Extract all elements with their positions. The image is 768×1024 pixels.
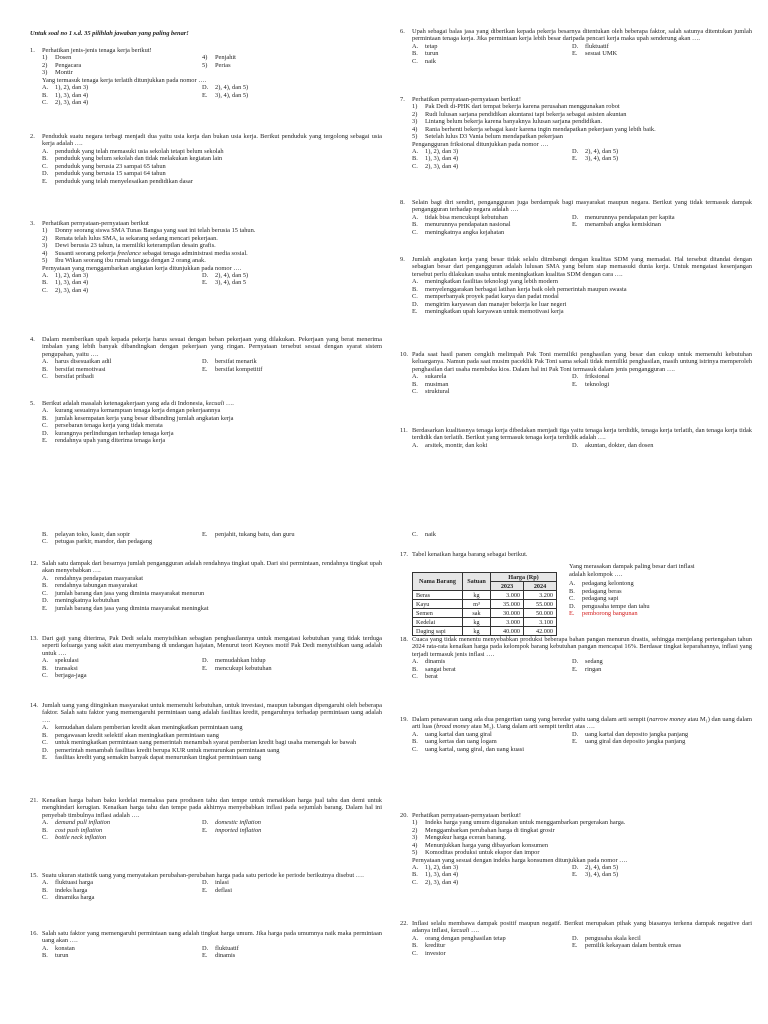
- answer-option[interactable]: D. penduduk yang berusia 15 sampai 64 tahun: [42, 170, 166, 178]
- question-stem: Tabel kenaikan harga barang sebagai berikut.: [412, 551, 528, 558]
- list-item: 2) Menggambarkan perubahan harga di tingkat grosir: [412, 826, 555, 834]
- answer-option[interactable]: B. pengawasan kredit selektif akan meningkatkan permintaan uang: [42, 731, 219, 739]
- answer-option[interactable]: E. menambah angka kemiskinan: [572, 221, 661, 229]
- answer-option[interactable]: B. 1), 3), dan 4): [412, 871, 459, 879]
- answer-option[interactable]: C. berjaga-jaga: [42, 672, 87, 680]
- question-3: [30, 220, 382, 294]
- question-8: [400, 199, 752, 236]
- table-header: Harga (Rp): [491, 573, 557, 582]
- answer-option[interactable]: E. mencukupi kebutuhan: [202, 664, 272, 672]
- answer-option[interactable]: E. uang giral dan deposito jangka panjang: [572, 738, 686, 746]
- answer-option[interactable]: B. kreditur: [412, 942, 446, 950]
- question-stem: Jumlah angkatan kerja yang besar tidak selalu diimbangi dengan kualitas SDM yang memadai. Hal tersebut ditandai dengan sebagian besar dari pengangguran adalah lulusan SMA yang belum siap memasuki dunia kerja. Untuk mengatasi kesenjangan tersebut perlu dilakukan usaha untuk meningkatkan kualitas SDM dengan cara ….: [412, 256, 752, 278]
- list-item: 4) Susanti seorang pekerja freelance sebagai tenaga administrasi media sosial.: [42, 249, 248, 257]
- answer-option[interactable]: E. rendahnya upah yang diterima tenaga kerja: [42, 437, 166, 445]
- question-stem: Berdasarkan kualitasnya tenaga kerja dibedakan menjadi tiga yaitu tenaga kerja terdidik, tenaga kerja terlatih, dan tenaga kerja tidak terdidik dan terlatih. Berikut yang termasuk tenaga kerja terdidik adalah ….: [412, 427, 752, 442]
- answer-option[interactable]: C. bersifat pribadi: [42, 373, 94, 381]
- list-item: 4) Menunjukkan harga yang dibayarkan konsumen: [412, 841, 549, 849]
- question-stem: Inflasi selalu membawa dampak positif maupun negatif. Berikut merupakan pihak yang biasanya terkena dampak negative dari adanya inflasi, kecuali ….: [412, 920, 752, 935]
- answer-option[interactable]: A. harus disesuaikan adil: [42, 358, 112, 366]
- table-header: Nama Barang: [413, 573, 463, 591]
- answer-option[interactable]: E. penjahit, tukang batu, dan guru: [202, 531, 295, 538]
- list-item: 1) Dosen: [42, 54, 72, 62]
- question-1: [30, 47, 382, 106]
- question-11: [400, 427, 752, 449]
- answer-option[interactable]: E. teknologi: [572, 380, 610, 388]
- answer-options: [412, 864, 752, 886]
- question-11-continued: [30, 531, 382, 546]
- question-4: [30, 336, 382, 381]
- question-number: 14.: [30, 702, 38, 709]
- answer-option[interactable]: C. 2), 3), dan 4): [42, 286, 89, 294]
- left-column-top: [30, 30, 382, 445]
- question-14: [30, 702, 382, 761]
- answer-option[interactable]: C. memperbanyak proyek padat karya dan padat modal: [412, 293, 559, 301]
- question-13: [30, 635, 382, 680]
- answer-options: [412, 731, 752, 753]
- answer-option[interactable]: D. pemerintah menambah fasilitas kredit berupa KUR untuk menurunkan permintaan uang: [42, 746, 280, 754]
- answer-option[interactable]: C. berat: [412, 673, 438, 681]
- answer-option[interactable]: C. naik: [412, 531, 437, 538]
- answer-option[interactable]: C. petugas parkir, mandor, dan pedagang: [42, 538, 153, 546]
- answer-option[interactable]: B. 1), 3), dan 4): [42, 279, 89, 287]
- answer-option[interactable]: B. menyelenggarakan berbagai latihan kerja baik oleh pemerintah maupun swasta: [412, 285, 627, 293]
- answer-option[interactable]: E. 3), 4), dan 5: [202, 279, 247, 287]
- answer-option[interactable]: A. 1), 2), dan 3): [42, 84, 89, 92]
- table-header: Satuan: [463, 573, 491, 591]
- answer-option[interactable]: D. friksional: [572, 373, 610, 381]
- question-16-continued: [400, 531, 752, 538]
- answer-option[interactable]: C. untuk meningkatkan permintaan uang pemerintah menambah syarat pemberian kredit bagi usaha menengah ke bawah: [42, 739, 357, 747]
- question-prompt: Yang merasakan dampak paling besar dari inflasi adalah kelompok ….: [569, 563, 695, 578]
- item-list: [42, 54, 382, 76]
- list-item: 3) Dewi berusia 23 tahun, ia memiliki keterampilan desain grafis.: [42, 242, 216, 250]
- answer-option[interactable]: C. 2), 3), dan 4): [412, 878, 459, 886]
- answer-option[interactable]: A. uang kartal dan uang giral: [412, 730, 492, 738]
- question-number: 4.: [30, 336, 35, 343]
- instruction: Untuk soal no 1 s.d. 35 pilihlah jawaban yang paling benar!: [30, 30, 189, 37]
- answer-option[interactable]: A. tetap: [412, 42, 438, 50]
- answer-option[interactable]: D. menurunnya pendapatan per kapita: [572, 213, 675, 221]
- answer-option[interactable]: A. 1), 2), dan 3): [412, 147, 459, 155]
- answer-option[interactable]: C. pedagang sapi: [569, 595, 619, 603]
- answer-option[interactable]: D. kurangnya perlindungan terhadap tenaga kerja: [42, 429, 174, 437]
- answer-options: [42, 148, 382, 185]
- answer-option[interactable]: D. sedang: [572, 658, 603, 666]
- question-22: [400, 920, 752, 957]
- answer-options: [412, 214, 752, 236]
- question-stem: Cuaca yang tidak menentu menyebabkan produksi beberapa bahan pangan menurun drastis, sehingga menjelang pertengahan tahun 2024 rata-rata kenaikan harga pada kelompok barang kebutuhan pangan mencapai 16%. Berdasar tingkat keparahannya, inflasi yang terjadi termasuk jenis inflasi ….: [412, 636, 752, 658]
- question-20: [400, 812, 752, 886]
- table-row: Beras kg 3.000 3.200: [413, 591, 557, 600]
- list-item: 5) Komoditas produksi untuk ekspor dan impor: [412, 849, 540, 857]
- question-prompt: Pengangguran friksional ditunjukkan pada nomor ….: [412, 140, 549, 148]
- answer-option-highlighted[interactable]: E. pemborong bangunan: [569, 609, 638, 617]
- question-number: 15.: [30, 872, 38, 879]
- question-7: [400, 96, 752, 170]
- question-stem: Kenaikan harga bahan baku kedelai memaksa para produsen tahu dan tempe untuk menaikkan harga jual tahu dan demi untuk menghindari kerugian. Kenaikan harga tahu dan tempe pada akhirnya menyebabkan inflasi pada sejumlah barang. Dalam hal ini penyebab timbulnya inflasi adalah ….: [42, 797, 382, 819]
- question-18: [400, 636, 752, 681]
- answer-option[interactable]: B. transaksi: [42, 664, 78, 672]
- question-prompt: Pernyataan yang menggambarkan angkatan kerja ditunjukkan pada nomor ….: [42, 264, 242, 272]
- answer-option[interactable]: B. pedagang beras: [569, 587, 622, 595]
- question-stem: Suatu ukuran statistik uang yang menyatakan perubahan-perubahan harga pada satu periode ke periode berikutnya disebut ….: [42, 872, 364, 879]
- table-row: Kayu m³ 35.000 55.000: [413, 600, 557, 609]
- table-row: Semen sak 30.000 50.000: [413, 609, 557, 618]
- question-number: 10.: [400, 351, 408, 358]
- answer-options: [569, 580, 709, 617]
- question-number: 13.: [30, 635, 38, 642]
- answer-option[interactable]: D. inlasi: [202, 879, 229, 887]
- answer-option[interactable]: B. 1), 3), dan 4): [412, 155, 459, 163]
- answer-option[interactable]: A. rendahnya pendapatan masyarakat: [42, 574, 144, 582]
- answer-option[interactable]: A. fluktuasi harga: [42, 879, 94, 887]
- question-stem: Dalam penawaran uang ada dua pengertian uang yang beredar yaitu uang dalam arti sempit (narrow money atau M₁) dan uang dalam arti luas (broad money atau M₂). Uang dalam arti sempit terdiri atas ….: [412, 716, 752, 731]
- question-stem: Dari gaji yang diterima, Pak Dedi selalu menyisihkan sebagian penghasilannya untuk mengatasi kebutuhan yang tidak terduga seperti keluarga yang sakit atau menyumbang di undangan hajatan, Menurut teori Keynes motif Pak Dedi menyisihkan uang adalah untuk ….: [42, 635, 382, 657]
- question-number: 6.: [400, 28, 405, 35]
- answer-option[interactable]: B. rendahnya tabungan masyarakat: [42, 582, 138, 590]
- answer-option[interactable]: D. bersifat menarik: [202, 358, 257, 366]
- list-item: 1) Pak Dedi di-PHK dari tempat bekerja karena perusahan menggunakan robot: [412, 103, 620, 111]
- answer-option[interactable]: D. memudahkan hidup: [202, 657, 266, 665]
- answer-option[interactable]: C. struktural: [412, 388, 450, 396]
- answer-option[interactable]: D. domestic inflation: [202, 819, 261, 827]
- answer-options: [42, 657, 382, 679]
- answer-option[interactable]: E. deflasi: [202, 886, 233, 894]
- answer-option[interactable]: A. meningkatkan fasilitas teknologi yang lebih modern: [412, 278, 558, 286]
- answer-options: [412, 442, 752, 449]
- answer-options: [42, 407, 382, 444]
- question-number: 20.: [400, 812, 408, 819]
- answer-option[interactable]: C. dinamika harga: [42, 894, 95, 902]
- answer-option[interactable]: E. sesuai UMK: [572, 50, 618, 58]
- answer-option[interactable]: A. arsitek, montir, dan koki: [412, 441, 488, 449]
- answer-option[interactable]: B. 1), 3), dan 4): [42, 91, 89, 99]
- question-17: [400, 551, 752, 636]
- item-list: [412, 103, 752, 140]
- question-number: 18.: [400, 636, 408, 643]
- list-item: 5) Perias: [202, 61, 231, 69]
- answer-option[interactable]: D. pengusaha tempe dan tahu: [569, 602, 650, 610]
- answer-option[interactable]: E. ringan: [572, 665, 602, 673]
- list-item: 2) Renata telah lulus SMA, ia sekarang sedang mencari pekerjaan.: [42, 234, 218, 242]
- list-item: 2) Rudi lulusan sarjana pendidikan akuntansi tapi bekerja sebagai asisten akuntan: [412, 110, 627, 118]
- answer-options: [42, 724, 382, 761]
- question-number: 2.: [30, 133, 35, 140]
- answer-options: [412, 278, 752, 315]
- answer-option[interactable]: E. bersifat kompetitif: [202, 365, 263, 373]
- answer-options: [42, 575, 382, 612]
- question-stem: Upah sebagai balas jasa yang diberikan kepada pekerja besarnya ditentukan oleh beberapa faktor, salah satunya ditentukan jumlah permintaan tenaga kerja. Jika permintaan kerja lebih besar daripada pencari kerja maka upah senderung akan ….: [412, 28, 752, 43]
- answer-option[interactable]: A. spekulasi: [42, 657, 79, 665]
- list-item: 1) Indeks harga yang umum digunakan untuk menggambarkan pergerakan harga.: [412, 819, 626, 827]
- answer-option[interactable]: D. meningkatnya kebutuhan: [42, 597, 120, 605]
- answer-option[interactable]: E. 3), 4), dan 5): [202, 91, 249, 99]
- answer-option[interactable]: B. indeks harga: [42, 886, 88, 894]
- table-header: 2023: [491, 582, 524, 591]
- list-item: 1) Donny seorang siswa SMA Tunas Bangsa yang saat ini telah berusia 15 tahun.: [42, 227, 256, 235]
- question-number: 19.: [400, 716, 408, 723]
- list-item: 5) Setelah lulus D3 Vania belum mendapatkan pekerjaan: [412, 133, 563, 141]
- answer-option[interactable]: B. menurunnya pendapatan nasional: [412, 221, 511, 229]
- answer-option[interactable]: D. mengirim karyawan dan manajer bekerja ke luar negeri: [412, 300, 567, 308]
- answer-options: [42, 819, 382, 841]
- question-stem: Perhatikan pernyataan-pernyataan berikut!: [412, 96, 521, 103]
- question-5: [30, 400, 382, 445]
- question-number: 12.: [30, 560, 38, 567]
- answer-option[interactable]: D. fluktuatif: [202, 944, 239, 952]
- question-stem: Dalam memberikan upah kepada pekerja harus sesuai dengan beban pekerjaan yang dilakukan. Pekerjaan yang berat menerima imbalan yang lebih banyak dibandingkan dengan pekerjaan yang ringan. Pernyataan tersebut sesuai dengan syarat sistem pengupahan, yaitu ….: [42, 336, 382, 358]
- answer-option[interactable]: C. bottle neck inflation: [42, 834, 107, 842]
- question-number: 11.: [400, 427, 408, 434]
- answer-option[interactable]: E. pemilik kekayaan dalam bentuk emas: [572, 942, 682, 950]
- answer-option[interactable]: A. sukarela: [412, 373, 447, 381]
- answer-option[interactable]: D. 2), 4), dan 5): [202, 271, 249, 279]
- answer-option[interactable]: E. penduduk yang telah menyelesaikan pendidikan dasar: [42, 177, 193, 185]
- list-item: 3) Montir: [42, 69, 73, 77]
- question-15: [30, 872, 382, 902]
- question-9: [400, 256, 752, 315]
- answer-option[interactable]: D. pengusaha skala kecil: [572, 934, 641, 942]
- question-number: 8.: [400, 199, 405, 206]
- question-stem: Salah satu faktor yang memengaruhi permintaan uang adalah tingkat harga umum. Jika harga pada umumnya naik maka permintaan uang akan ….: [42, 930, 382, 945]
- question-number: 7.: [400, 96, 405, 103]
- question-number: 3.: [30, 220, 35, 227]
- answer-options: [412, 658, 752, 680]
- answer-option[interactable]: A. pedagang kelontong: [569, 580, 634, 588]
- list-item: 3) Mengukur harga eceran barang.: [412, 834, 507, 842]
- answer-option[interactable]: E. dinamis: [202, 952, 236, 960]
- question-number: 16.: [30, 930, 38, 937]
- answer-option[interactable]: B. bersifat memotivasi: [42, 365, 106, 373]
- answer-options: [412, 373, 752, 395]
- list-item: 4) Penjahit: [202, 54, 236, 62]
- question-prompt: Yang termasuk tenaga kerja terlatih ditunjukkan pada nomor ….: [42, 76, 207, 84]
- answer-option[interactable]: B. sangat berat: [412, 665, 456, 673]
- table-row: Kedelai kg 3.000 3.100: [413, 618, 557, 627]
- answer-option[interactable]: C. 2), 3), dan 4): [42, 98, 89, 106]
- answer-option[interactable]: A. kemudahan dalam pemberian kredit akan meningkatkan permintaan uang: [42, 724, 243, 732]
- question-stem: Perhatikan pernyataan-pernyataan berikut!: [412, 812, 521, 819]
- question-stem: Selain bagi diri sendiri, pengangguran juga berdampak bagi masyarakat maupun negara. Berikut yang tidak termasuk dampak pengangguran terhadap negara adalah ….: [412, 199, 752, 214]
- answer-option[interactable]: B. penduduk yang belum sekolah dan tidak melakukan kegiatan lain: [42, 155, 223, 163]
- question-6: [400, 28, 752, 65]
- answer-option[interactable]: A. 1), 2), dan 3): [42, 271, 89, 279]
- question-16: [30, 930, 382, 960]
- list-item: 3) Lintang belum bekerja karena banyaknya lulusan sarjana pendidikan.: [412, 118, 603, 126]
- answer-option[interactable]: E. 3), 4), dan 5): [572, 871, 619, 879]
- answer-option[interactable]: D. 2), 4), dan 5): [572, 147, 619, 155]
- question-stem: Jumlah uang yang diinginkan masyarakat untuk memenuhi kebutuhan, untuk investasi, maupun tabungan dipengaruhi oleh beberapa faktor. Salah satu faktor yang memengaruhi permintaan uang adalah fasilitas kredit, pengaruhnya terhadap permintaan uang adalah ….: [42, 702, 382, 724]
- answer-option[interactable]: A. tidak bisa mencukupi kebutuhan: [412, 213, 508, 221]
- question-stem: Perhatikan pernyataan-pernyataan berikut: [42, 220, 149, 227]
- answer-option[interactable]: A. 1), 2), dan 3): [412, 863, 459, 871]
- question-number: 5.: [30, 400, 35, 407]
- question-prompt: Pernyataan yang sesuai dengan indeks harga konsumen ditunjukkan pada nomor ….: [412, 856, 628, 864]
- question-number: 22.: [400, 920, 408, 927]
- answer-options: [412, 148, 752, 170]
- answer-option[interactable]: C. meningkatnya angka kejahatan: [412, 228, 505, 236]
- question-number: 1.: [30, 47, 35, 54]
- answer-options: [42, 84, 382, 106]
- answer-option[interactable]: A. konstan: [42, 944, 75, 952]
- answer-option[interactable]: A. dinamis: [412, 658, 446, 666]
- answer-option[interactable]: A. kurang sesuainya kemampuan tenaga kerja dengan pekerjaannya: [42, 407, 221, 415]
- item-list: [42, 227, 382, 264]
- question-2: [30, 133, 382, 185]
- answer-option[interactable]: B. turun: [412, 50, 439, 58]
- answer-option[interactable]: C. 2), 3), dan 4): [412, 162, 459, 170]
- answer-option[interactable]: B. turun: [42, 952, 69, 960]
- answer-option[interactable]: C. investor: [412, 949, 446, 957]
- list-item: 5) Ibu Wikan seorang ibu rumah tangga dengan 2 orang anak.: [42, 257, 206, 265]
- question-number: 21.: [30, 797, 38, 804]
- question-number: 17.: [400, 551, 408, 558]
- list-item: 4) Rania berhenti bekerja sebagai kasir karena ingin mendapatkan pekerjaan yang lebih baik.: [412, 125, 656, 133]
- answer-option[interactable]: E. meningkatkan upah karyawan untuk memotivasi kerja: [412, 307, 564, 315]
- answer-option[interactable]: B. cost push inflation: [42, 826, 103, 834]
- question-12: [30, 560, 382, 612]
- question-stem: Perhatikan jenis-jenis tenaga kerja berikut!: [42, 47, 152, 54]
- question-stem: Salah satu dampak dari besarnya jumlah pengangguran adalah rendahnya tingkat upah. Dari sisi permintaan, rendahnya tingkat upah akan menyebabkan ….: [42, 560, 382, 575]
- answer-option[interactable]: A. orang dengan penghasilan tetap: [412, 934, 506, 942]
- question-stem: Penduduk suatu negara terbagi menjadi dua yaitu usia kerja dan bukan usia kerja. Berikut penduduk yang tergolong sebagai usia kerja adalah ….: [42, 133, 382, 148]
- answer-options: [42, 531, 382, 546]
- question-stem: Pada saat hasil panen cengkih melimpah Pak Toni memiliki penghasilan yang besar dan cukup untuk memenuhi kebutuhan keluarganya. Namun pada saat musim paceklik Pak Toni sama sekali tidak memiliki penghasilan, masih untung istrinya memperoleh penghasilan dari usaha membuka kios. Dalam hal ini Pak Toni termasuk dalam jenis pengangguran ….: [412, 351, 752, 373]
- answer-options: [42, 272, 382, 294]
- answer-option[interactable]: C. naik: [412, 57, 437, 65]
- table-header: 2024: [524, 582, 557, 591]
- answer-option[interactable]: C. penduduk yang berusia 23 sampai 65 tahun: [42, 162, 166, 170]
- answer-option[interactable]: D. 2), 4), dan 5): [572, 863, 619, 871]
- answer-option[interactable]: B. musiman: [412, 380, 449, 388]
- item-list: [412, 819, 752, 856]
- question-19: [400, 716, 752, 753]
- answer-option[interactable]: D. uang kartal dan deposito jangka panjang: [572, 730, 689, 738]
- answer-options: [42, 358, 382, 380]
- answer-option[interactable]: C. persebaran tenaga kerja yang tidak merata: [42, 422, 163, 430]
- answer-option[interactable]: B. jumlah kesempatan kerja yang besar dibanding jumlah angkatan kerja: [42, 414, 234, 422]
- answer-options: [412, 935, 752, 957]
- answer-option[interactable]: B. uang kertas dan uang logam: [412, 738, 497, 746]
- answer-option[interactable]: E. jumlah barang dan jasa yang diminta masyarakat meningkat: [42, 604, 209, 612]
- question-10: [400, 351, 752, 396]
- answer-option[interactable]: C. jumlah barang dan jasa yang diminta masyarakat menurun: [42, 589, 205, 597]
- price-table: [412, 572, 557, 636]
- list-item: 2) Pengacara: [42, 61, 82, 69]
- question-21: [30, 797, 382, 842]
- answer-option[interactable]: A. demand pull inflation: [42, 819, 111, 827]
- answer-options: [42, 879, 382, 901]
- answer-option[interactable]: B. pelayan toko, kasir, dan sopir: [42, 531, 130, 538]
- answer-option[interactable]: E. imported inflation: [202, 826, 262, 834]
- question-number: 9.: [400, 256, 405, 263]
- answer-options: [412, 43, 752, 65]
- answer-option[interactable]: E. 3), 4), dan 5): [572, 155, 619, 163]
- answer-option[interactable]: D. 2), 4), dan 5): [202, 84, 249, 92]
- question-stem: Berikut adalah masalah ketenagakerjaan yang ada di Indonesia, kecuali ….: [42, 400, 234, 407]
- answer-options: [42, 945, 382, 960]
- answer-option[interactable]: D. fluktuatif: [572, 42, 609, 50]
- answer-option[interactable]: A. penduduk yang telah memasuki usia sekolah tetapi belum sekolah: [42, 147, 224, 155]
- answer-option[interactable]: C. uang kartal, uang giral, dan uang kuasi: [412, 745, 525, 753]
- answer-option[interactable]: E. fasilitas kredit yang semakin banyak dapat menurunkan tingkat permintaan uang: [42, 753, 262, 761]
- table-row: Daging sapi kg 40.000 42.000: [413, 627, 557, 636]
- answer-option[interactable]: D. akuntan, dokter, dan dosen: [572, 441, 654, 449]
